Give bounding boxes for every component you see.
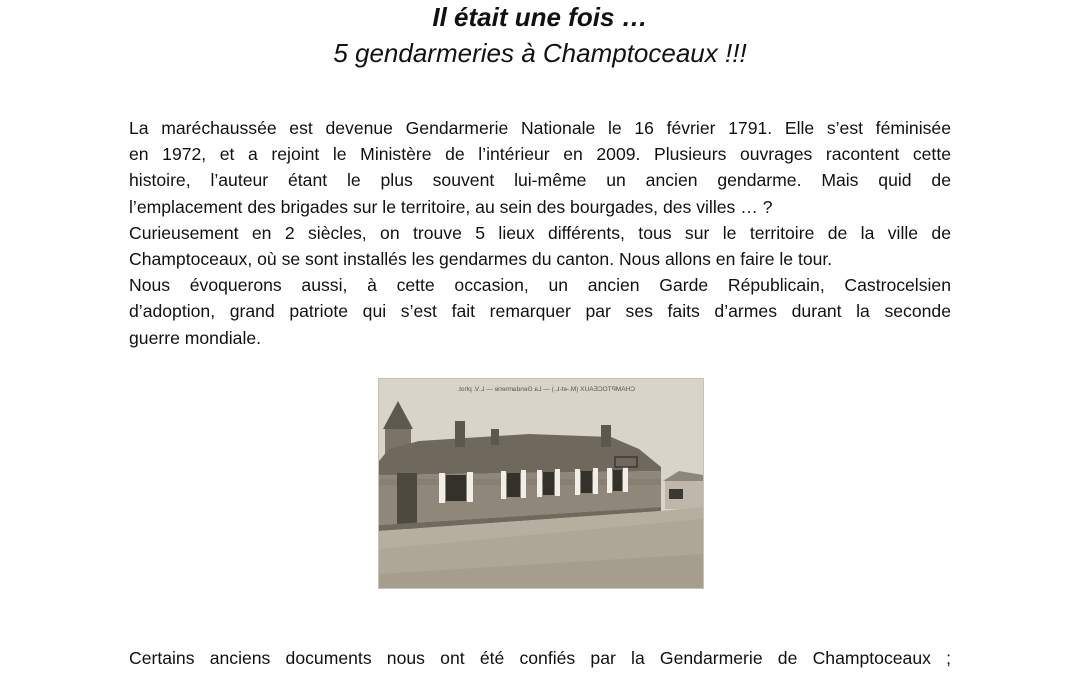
outro-paragraph [129,645,951,671]
intro-line: Nous évoquerons aussi, à cette occasion, un ancien Garde Républicain, Castrocelsien [129,275,951,296]
intro-line: en 1972, et a rejoint le Ministère de l’intérieur en 2009. Plusieurs ouvrages racontent cette [129,144,951,165]
photo-caption: CHAMPTOCEAUX (M.-et-L.) — La Gendarmerie — L.V. phot. [457,386,635,393]
intro-line: Curieusement en 2 siècles, on trouve 5 lieux différents, tous sur le territoire de la ville de [129,222,951,243]
document-subtitle: 5 gendarmeries à Champtoceaux !!! [333,38,747,68]
intro-line: l’emplacement des brigades sur le territoire, au sein des bourgades, des villes … ? [129,196,773,217]
gendarmerie-photo-drawing [379,379,703,588]
intro-line: La maréchaussée est devenue Gendarmerie Nationale le 16 février 1791. Elle s’est féminisée [129,118,951,138]
outro-line: Certains anciens documents nous ont été confiés par la Gendarmerie de Champtoceaux ; [129,648,951,668]
document-title: Il était une fois … [432,2,648,32]
intro-paragraph [129,115,951,351]
intro-line: d’adoption, grand patriote qui s’est fait remarquer par ses faits d’armes durant la seconde [129,301,951,322]
gendarmerie-photo [378,378,704,589]
intro-line: Champtoceaux, où se sont installés les gendarmes du canton. Nous allons en faire le tour. [129,249,833,270]
intro-line: guerre mondiale. [129,327,262,348]
intro-line: histoire, l’auteur étant le plus souvent lui-même un ancien gendarme. Mais quid de [129,170,951,191]
